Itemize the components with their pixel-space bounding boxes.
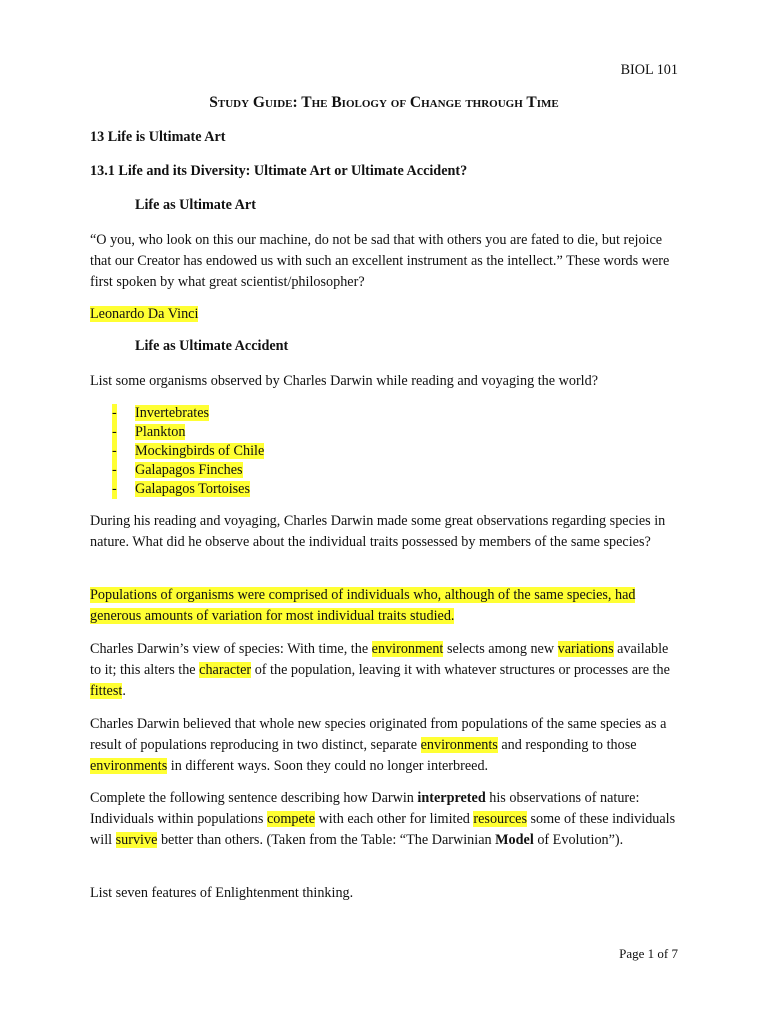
- answer-quote: [90, 304, 680, 325]
- question-enlightenment: List seven features of Enlightenment thinking.: [90, 885, 354, 901]
- list-item: - Plankton: [112, 424, 186, 440]
- page-title: Study Guide: The Biology of Change through Time: [209, 94, 559, 111]
- question-organisms: List some organisms observed by Charles Darwin while reading and voyaging the world?: [90, 373, 599, 389]
- list-item: - Invertebrates: [112, 405, 210, 421]
- fill-fittest: fittest: [90, 683, 123, 699]
- section-heading: 13.1 Life and its Diversity: Ultimate Art or Ultimate Accident?: [90, 163, 468, 179]
- bold-interpreted: interpreted: [417, 790, 486, 806]
- answer-highlight: Populations of organisms were comprised of individuals who, although of the same species, had generous amounts of variation for most individual traits studied.: [90, 587, 636, 624]
- list-item: - Galapagos Finches: [112, 462, 243, 478]
- question-observations: During his reading and voyaging, Charles Darwin made some great observations regarding species in nature. What did he observe about the individual traits possessed by members of the same species?: [90, 513, 666, 550]
- question-quote: “O you, who look on this our machine, do not be sad that with others you are fated to die, but rejoice that our Creator has endowed us with such an excellent instrument as the intellect.” These words were first spoken by what great scientist/philosopher?: [90, 232, 670, 290]
- list-dash: -: [112, 462, 117, 478]
- fill-environments: environments: [420, 737, 498, 753]
- subheading-ultimate-accident: Life as Ultimate Accident: [135, 338, 289, 354]
- organism-list: [112, 404, 264, 499]
- list-item: - Galapagos Tortoises: [112, 481, 250, 497]
- fill-compete: compete: [266, 811, 316, 827]
- answer-observations: [90, 585, 680, 627]
- fill-variations: variations: [557, 641, 614, 657]
- chapter-heading: 13 Life is Ultimate Art: [90, 129, 226, 145]
- fill-environment: environment: [371, 641, 444, 657]
- fill-character: character: [199, 662, 252, 678]
- list-dash: -: [112, 405, 117, 421]
- answer-highlight: Leonardo Da Vinci: [90, 306, 199, 322]
- list-dash: -: [112, 424, 117, 440]
- fill-survive: survive: [115, 832, 158, 848]
- paragraph-interpretation: Complete the following sentence describing how Darwin interpreted his observations of nature: Individuals within populations compete with each other for limited resources some of these individuals will survive better than others. (Taken from the Table: “The Darwinian Model of Evolution”).: [90, 790, 676, 848]
- subheading-ultimate-art: Life as Ultimate Art: [135, 197, 256, 213]
- list-dash: -: [112, 481, 117, 497]
- list-dash: -: [112, 443, 117, 459]
- paragraph-new-species: Charles Darwin believed that whole new species originated from populations of the same species as a result of populations reproducing in two distinct, separate environments and responding to those environments in different ways. Soon they could no longer interbreed.: [90, 716, 667, 774]
- list-item: - Mockingbirds of Chile: [112, 443, 265, 459]
- bold-model: Model: [495, 832, 534, 848]
- fill-resources: resources: [473, 811, 527, 827]
- paragraph-darwin-view: Charles Darwin’s view of species: With time, the environment selects among new variations available to it; this alters the character of the population, leaving it with whatever structures or processes are the fittest.: [90, 641, 670, 699]
- course-code: BIOL 101: [620, 62, 678, 78]
- page-number: Page 1 of 7: [619, 946, 678, 961]
- fill-environments: environments: [90, 758, 168, 774]
